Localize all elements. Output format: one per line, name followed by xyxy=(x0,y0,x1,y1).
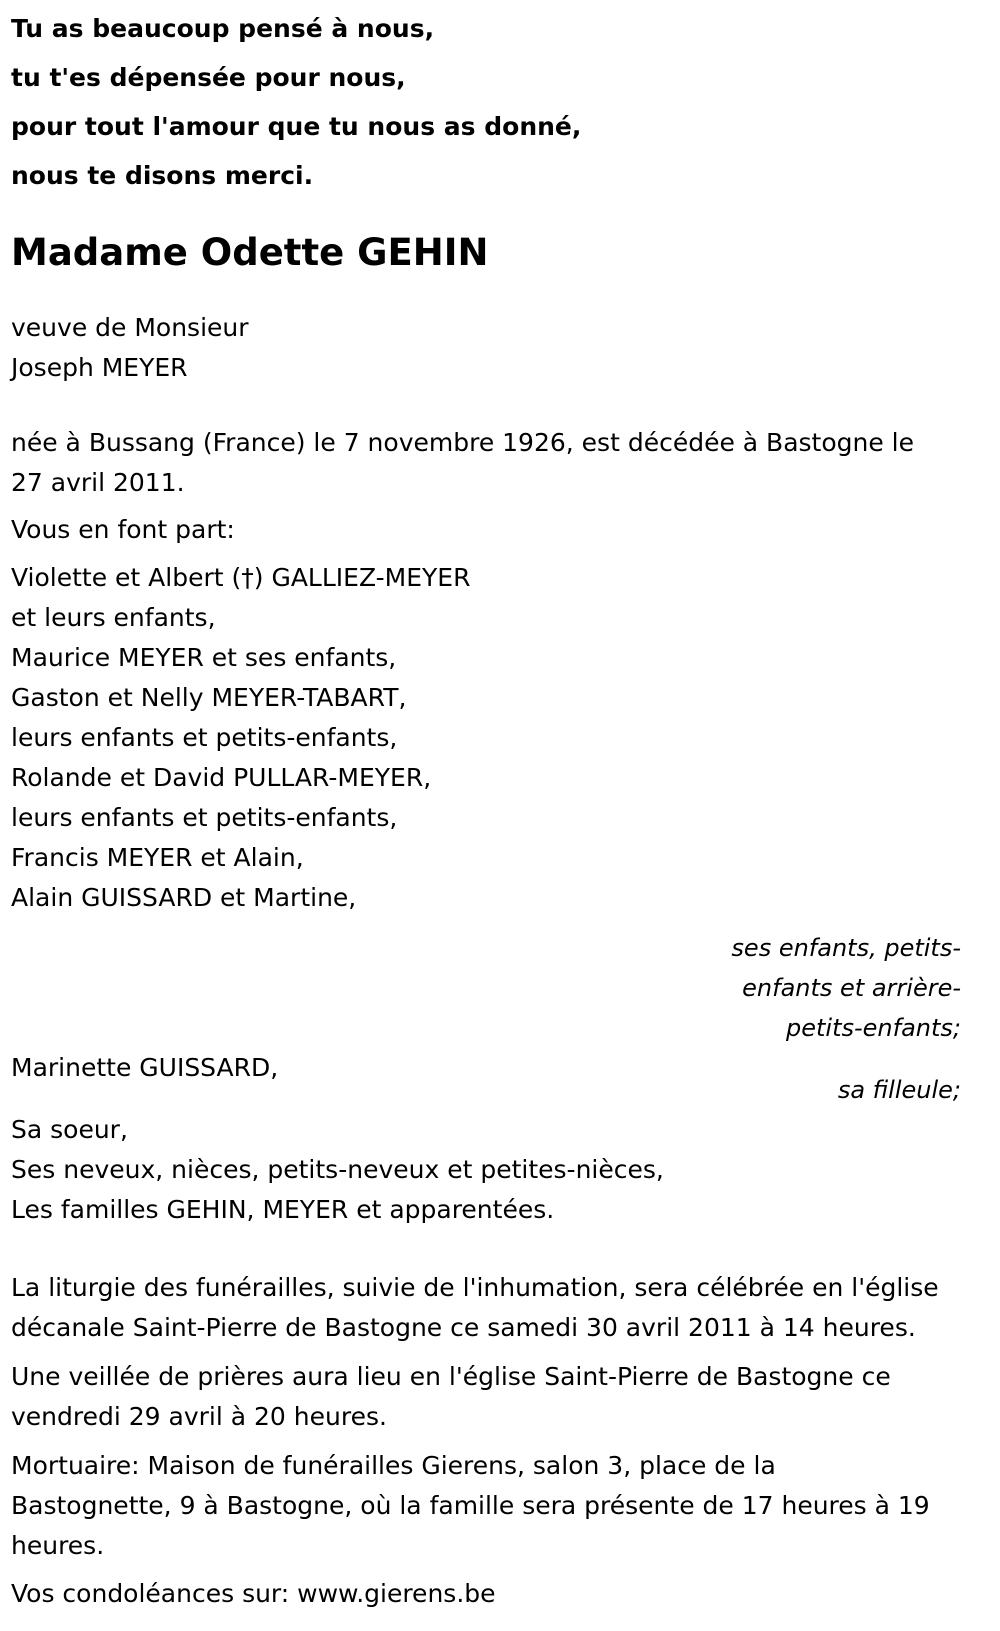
funeral-line: La liturgie des funérailles, suivie de l'inhumation, sera célébrée en l'église xyxy=(11,1273,939,1302)
condolences-link: Vos condoléances sur: www.gierens.be xyxy=(11,1579,496,1608)
family-line: et leurs enfants, xyxy=(11,603,216,632)
children-role-line: petits-enfants; xyxy=(786,1014,961,1042)
children-role-line: ses enfants, petits- xyxy=(731,934,961,962)
deceased-name: Madame Odette GEHIN xyxy=(11,231,489,274)
family-line: Maurice MEYER et ses enfants, xyxy=(11,643,397,672)
announce-intro: Vous en font part: xyxy=(11,515,235,544)
poem-line: Tu as beaucoup pensé à nous, xyxy=(11,14,435,43)
vigil-line: vendredi 29 avril à 20 heures. xyxy=(11,1402,387,1431)
funeral-line: décanale Saint-Pierre de Bastogne ce samedi 30 avril 2011 à 14 heures. xyxy=(11,1313,916,1342)
children-role xyxy=(731,928,961,1048)
widow-of xyxy=(11,308,249,388)
mortuary-line: Mortuaire: Maison de funérailles Gierens, salon 3, place de la xyxy=(11,1451,776,1480)
family-line: Gaston et Nelly MEYER-TABART, xyxy=(11,683,407,712)
poem-line: tu t'es dépensée pour nous, xyxy=(11,63,406,92)
family-line: leurs enfants et petits-enfants, xyxy=(11,723,398,752)
family-line: Rolande et David PULLAR-MEYER, xyxy=(11,763,432,792)
mortuary-line: Bastognette, 9 à Bastogne, où la famille sera présente de 17 heures à 19 xyxy=(11,1491,930,1520)
poem-line: nous te disons merci. xyxy=(11,161,314,190)
birth-death-line: née à Bussang (France) le 7 novembre 1926, est décédée à Bastogne le xyxy=(11,428,915,457)
vigil-line: Une veillée de prières aura lieu en l'église Saint-Pierre de Bastogne ce xyxy=(11,1362,891,1391)
widow-of-line: Joseph MEYER xyxy=(11,353,188,382)
family-line: leurs enfants et petits-enfants, xyxy=(11,803,398,832)
goddaughter-name: Marinette GUISSARD, xyxy=(11,1053,279,1082)
family-line: Violette et Albert (†) GALLIEZ-MEYER xyxy=(11,563,471,592)
family-line: Alain GUISSARD et Martine, xyxy=(11,883,357,912)
birth-death-info xyxy=(11,423,914,503)
family-list xyxy=(11,558,470,918)
children-role-line: enfants et arrière- xyxy=(742,974,961,1002)
mortuary-line: heures. xyxy=(11,1531,105,1560)
memorial-poem xyxy=(11,4,581,200)
other-relatives xyxy=(11,1110,664,1230)
relatives-line: Les familles GEHIN, MEYER et apparentées. xyxy=(11,1195,555,1224)
mortuary-info xyxy=(11,1446,930,1566)
poem-line: pour tout l'amour que tu nous as donné, xyxy=(11,112,582,141)
goddaughter-role: sa filleule; xyxy=(837,1076,961,1104)
birth-death-line: 27 avril 2011. xyxy=(11,468,185,497)
relatives-line: Ses neveux, nièces, petits-neveux et petites-nièces, xyxy=(11,1155,664,1184)
family-line: Francis MEYER et Alain, xyxy=(11,843,304,872)
funeral-info xyxy=(11,1268,939,1348)
vigil-info xyxy=(11,1357,891,1437)
widow-of-line: veuve de Monsieur xyxy=(11,313,249,342)
relatives-line: Sa soeur, xyxy=(11,1115,128,1144)
